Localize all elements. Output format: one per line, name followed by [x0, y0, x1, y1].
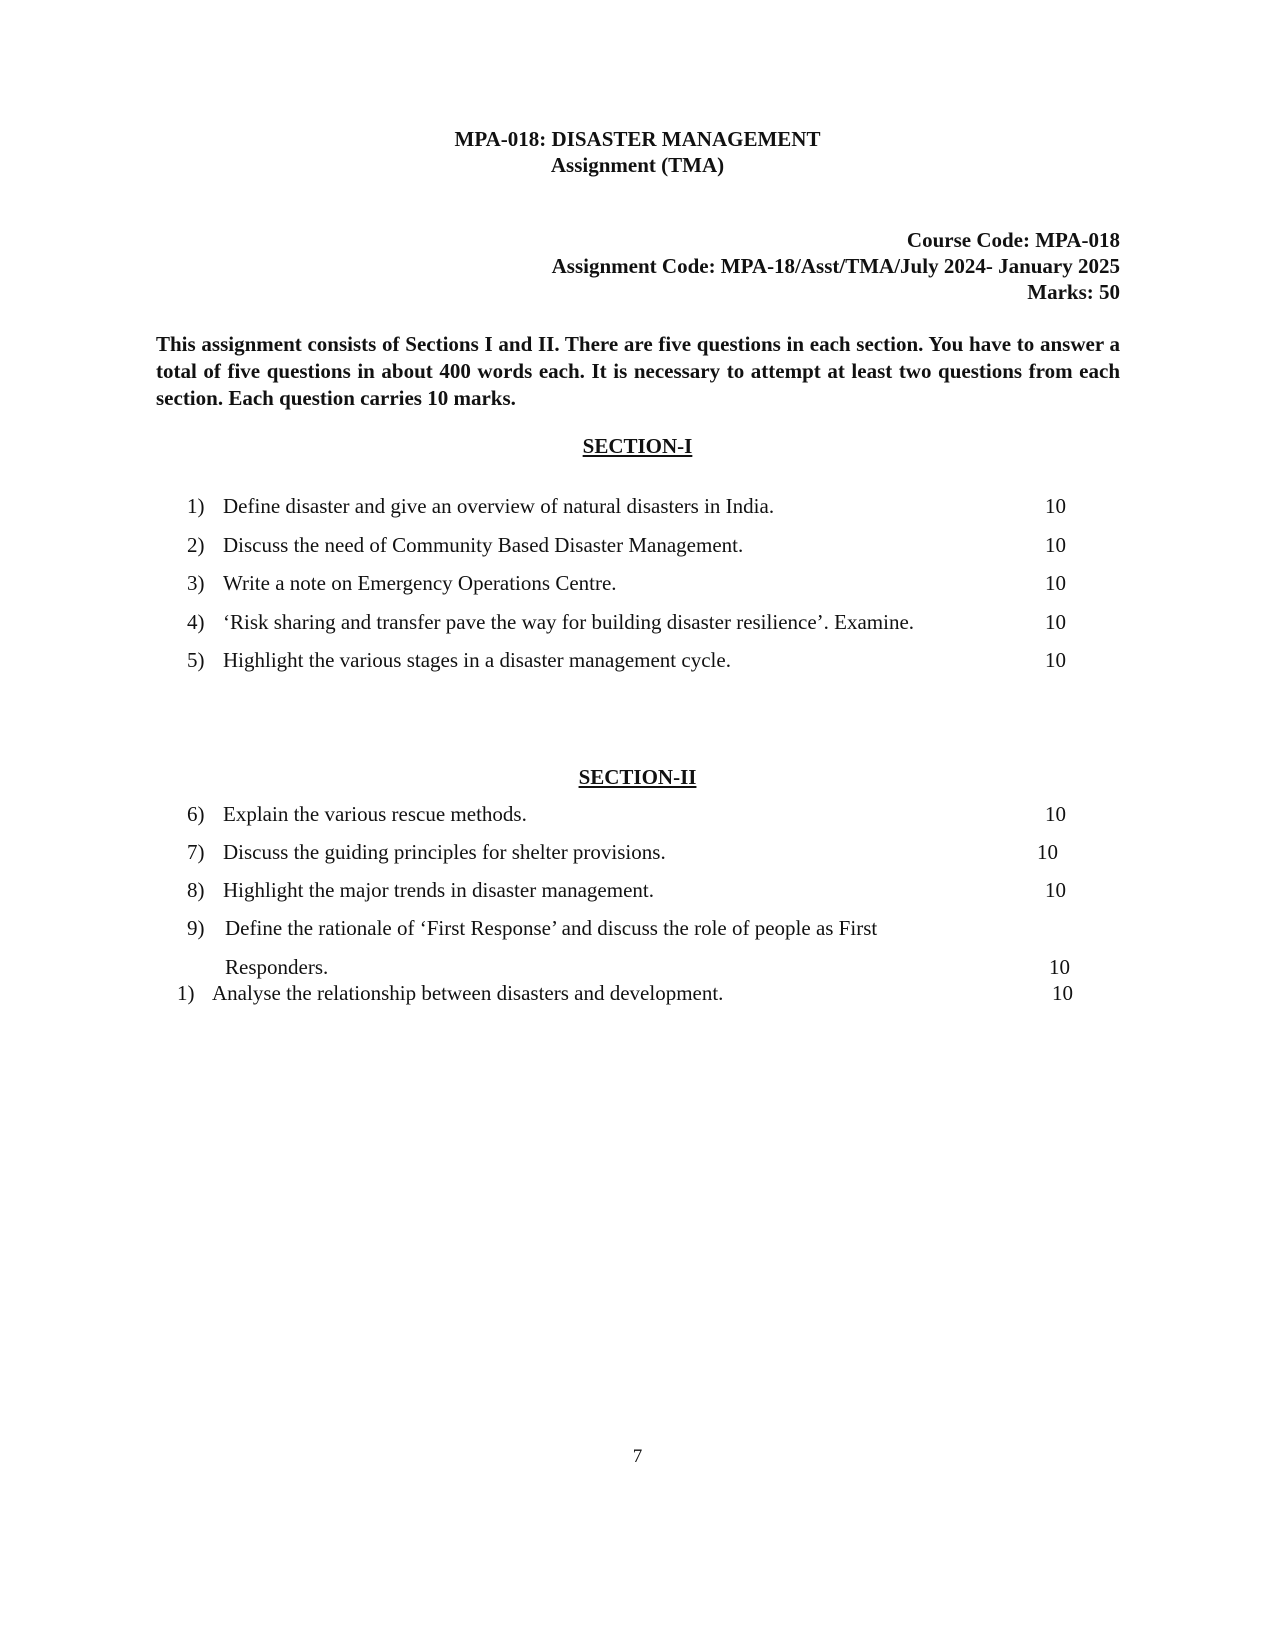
- question-number: 4): [187, 610, 205, 634]
- question-marks: 10: [1045, 648, 1066, 672]
- question-number: 1): [187, 494, 205, 518]
- course-code: Course Code: MPA-018: [906, 228, 1120, 252]
- question-text-continuation: Responders.: [225, 955, 329, 979]
- assignment-code: Assignment Code: MPA-18/Asst/TMA/July 2024- January 2025: [551, 254, 1120, 278]
- question-text: Write a note on Emergency Operations Centre.: [223, 571, 617, 595]
- page-number: 7: [632, 1446, 643, 1467]
- question-text: Discuss the need of Community Based Disaster Management.: [223, 533, 744, 557]
- page-title: MPA-018: DISASTER MANAGEMENT: [454, 127, 821, 151]
- question-number: 2): [187, 533, 205, 557]
- question-number: 7): [187, 840, 205, 864]
- question-marks: 10: [1045, 533, 1066, 557]
- question-number: 1): [177, 981, 195, 1005]
- question-marks: 10: [1052, 981, 1073, 1005]
- question-marks: 10: [1049, 955, 1070, 979]
- question-text: ‘Risk sharing and transfer pave the way for building disaster resilience’. Examine.: [223, 610, 915, 634]
- question-marks: 10: [1037, 840, 1058, 864]
- instructions-paragraph: This assignment consists of Sections I and II. There are five questions in each section. You have to answer a total of five questions in about 400 words each. It is necessary to attempt at least two questions from each section. Each question carries 10 marks.: [156, 332, 1120, 410]
- question-text: Discuss the guiding principles for shelter provisions.: [223, 840, 666, 864]
- question-number: 5): [187, 648, 205, 672]
- question-number: 6): [187, 802, 205, 826]
- question-text: Explain the various rescue methods.: [223, 802, 527, 826]
- page-subtitle: Assignment (TMA): [550, 153, 725, 177]
- question-marks: 10: [1045, 610, 1066, 634]
- question-text: Define disaster and give an overview of natural disasters in India.: [223, 494, 775, 518]
- question-marks: 10: [1045, 494, 1066, 518]
- question-marks: 10: [1045, 571, 1066, 595]
- marks-total: Marks: 50: [1027, 280, 1120, 304]
- question-number: 8): [187, 878, 205, 902]
- section-1-heading: SECTION-I: [582, 434, 693, 458]
- question-text: Define the rationale of ‘First Response’ and discuss the role of people as First: [225, 916, 878, 940]
- question-number: 3): [187, 571, 205, 595]
- question-marks: 10: [1045, 878, 1066, 902]
- question-marks: 10: [1045, 802, 1066, 826]
- question-text: Highlight the various stages in a disaster management cycle.: [223, 648, 731, 672]
- question-text: Highlight the major trends in disaster management.: [223, 878, 654, 902]
- question-number: 9): [187, 916, 205, 940]
- question-text: Analyse the relationship between disasters and development.: [212, 981, 724, 1005]
- section-2-heading: SECTION-II: [578, 765, 697, 789]
